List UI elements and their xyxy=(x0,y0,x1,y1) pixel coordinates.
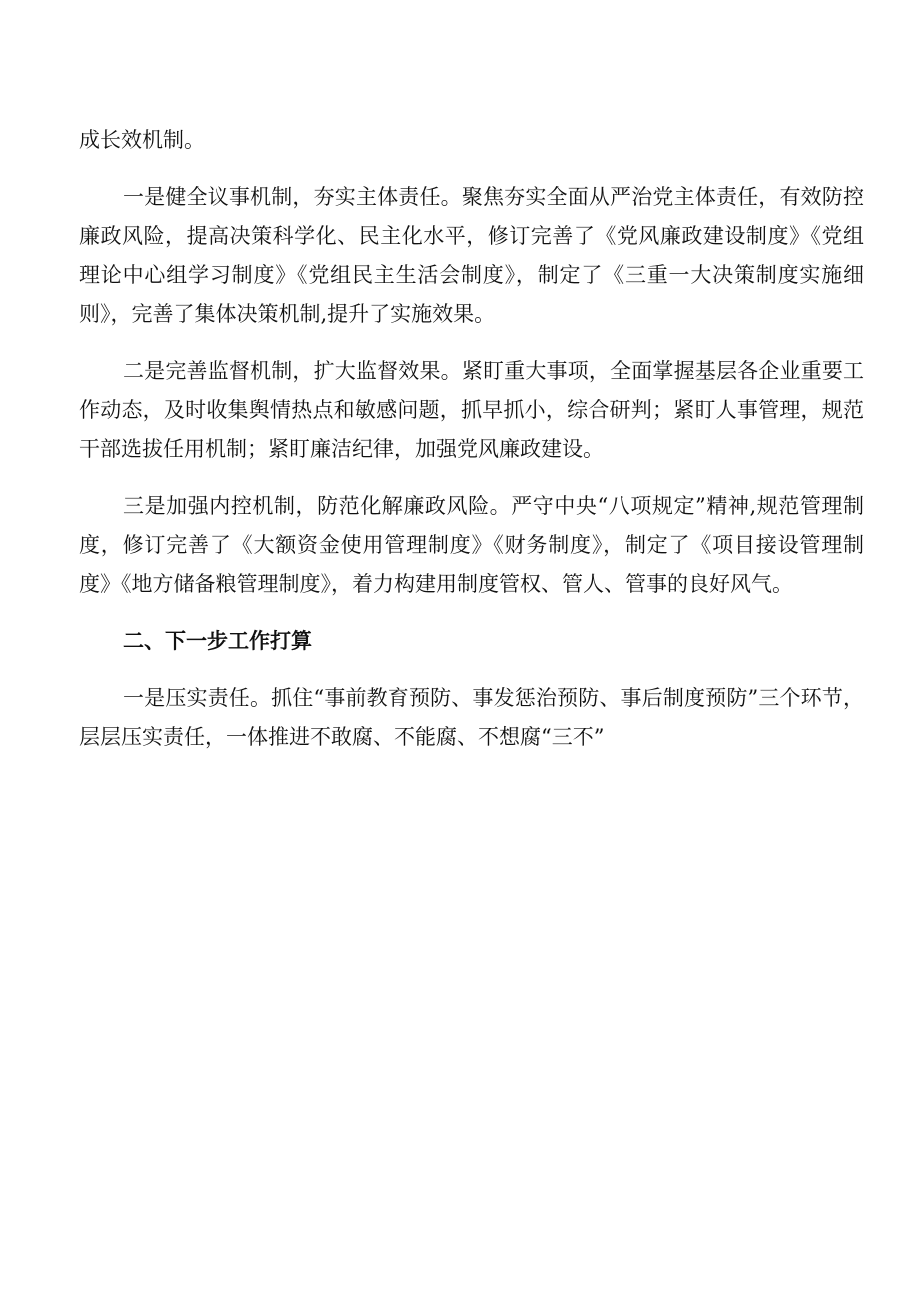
document-body xyxy=(79,121,864,757)
paragraph-responsibility: 一是压实责任。抓住“事前教育预防、事发惩治预防、事后制度预防”三个环节，层层压实责任，一体推进不敢腐、不能腐、不想腐“三不” xyxy=(79,686,864,749)
section-heading: 二、下一步工作打算 xyxy=(123,629,312,653)
paragraph-discussion-mechanism: 一是健全议事机制，夯实主体责任。聚焦夯实全面从严治党主体责任，有效防控廉政风险，提高决策科学化、民主化水平，修订完善了《党风廉政建设制度》《党组理论中心组学习制度》《党组民主生活会制度》，制定了《三重一大决策制度实施细则》，完善了集体决策机制,提升了实施效果。 xyxy=(79,185,864,326)
paragraph-continuation: 成长效机制。 xyxy=(79,128,205,152)
paragraph-supervision-mechanism: 二是完善监督机制，扩大监督效果。紧盯重大事项，全面掌握基层各企业重要工作动态，及时收集舆情热点和敏感问题，抓早抓小，综合研判；紧盯人事管理，规范干部选拔任用机制；紧盯廉洁纪律，加强党风廉政建设。 xyxy=(79,359,864,461)
paragraph-internal-control: 三是加强内控机制，防范化解廉政风险。严守中央“八项规定”精神,规范管理制度，修订完善了《大额资金使用管理制度》《财务制度》，制定了《项目接设管理制度》《地方储备粮管理制度》，着力构建用制度管权、管人、管事的良好风气。 xyxy=(79,494,864,596)
